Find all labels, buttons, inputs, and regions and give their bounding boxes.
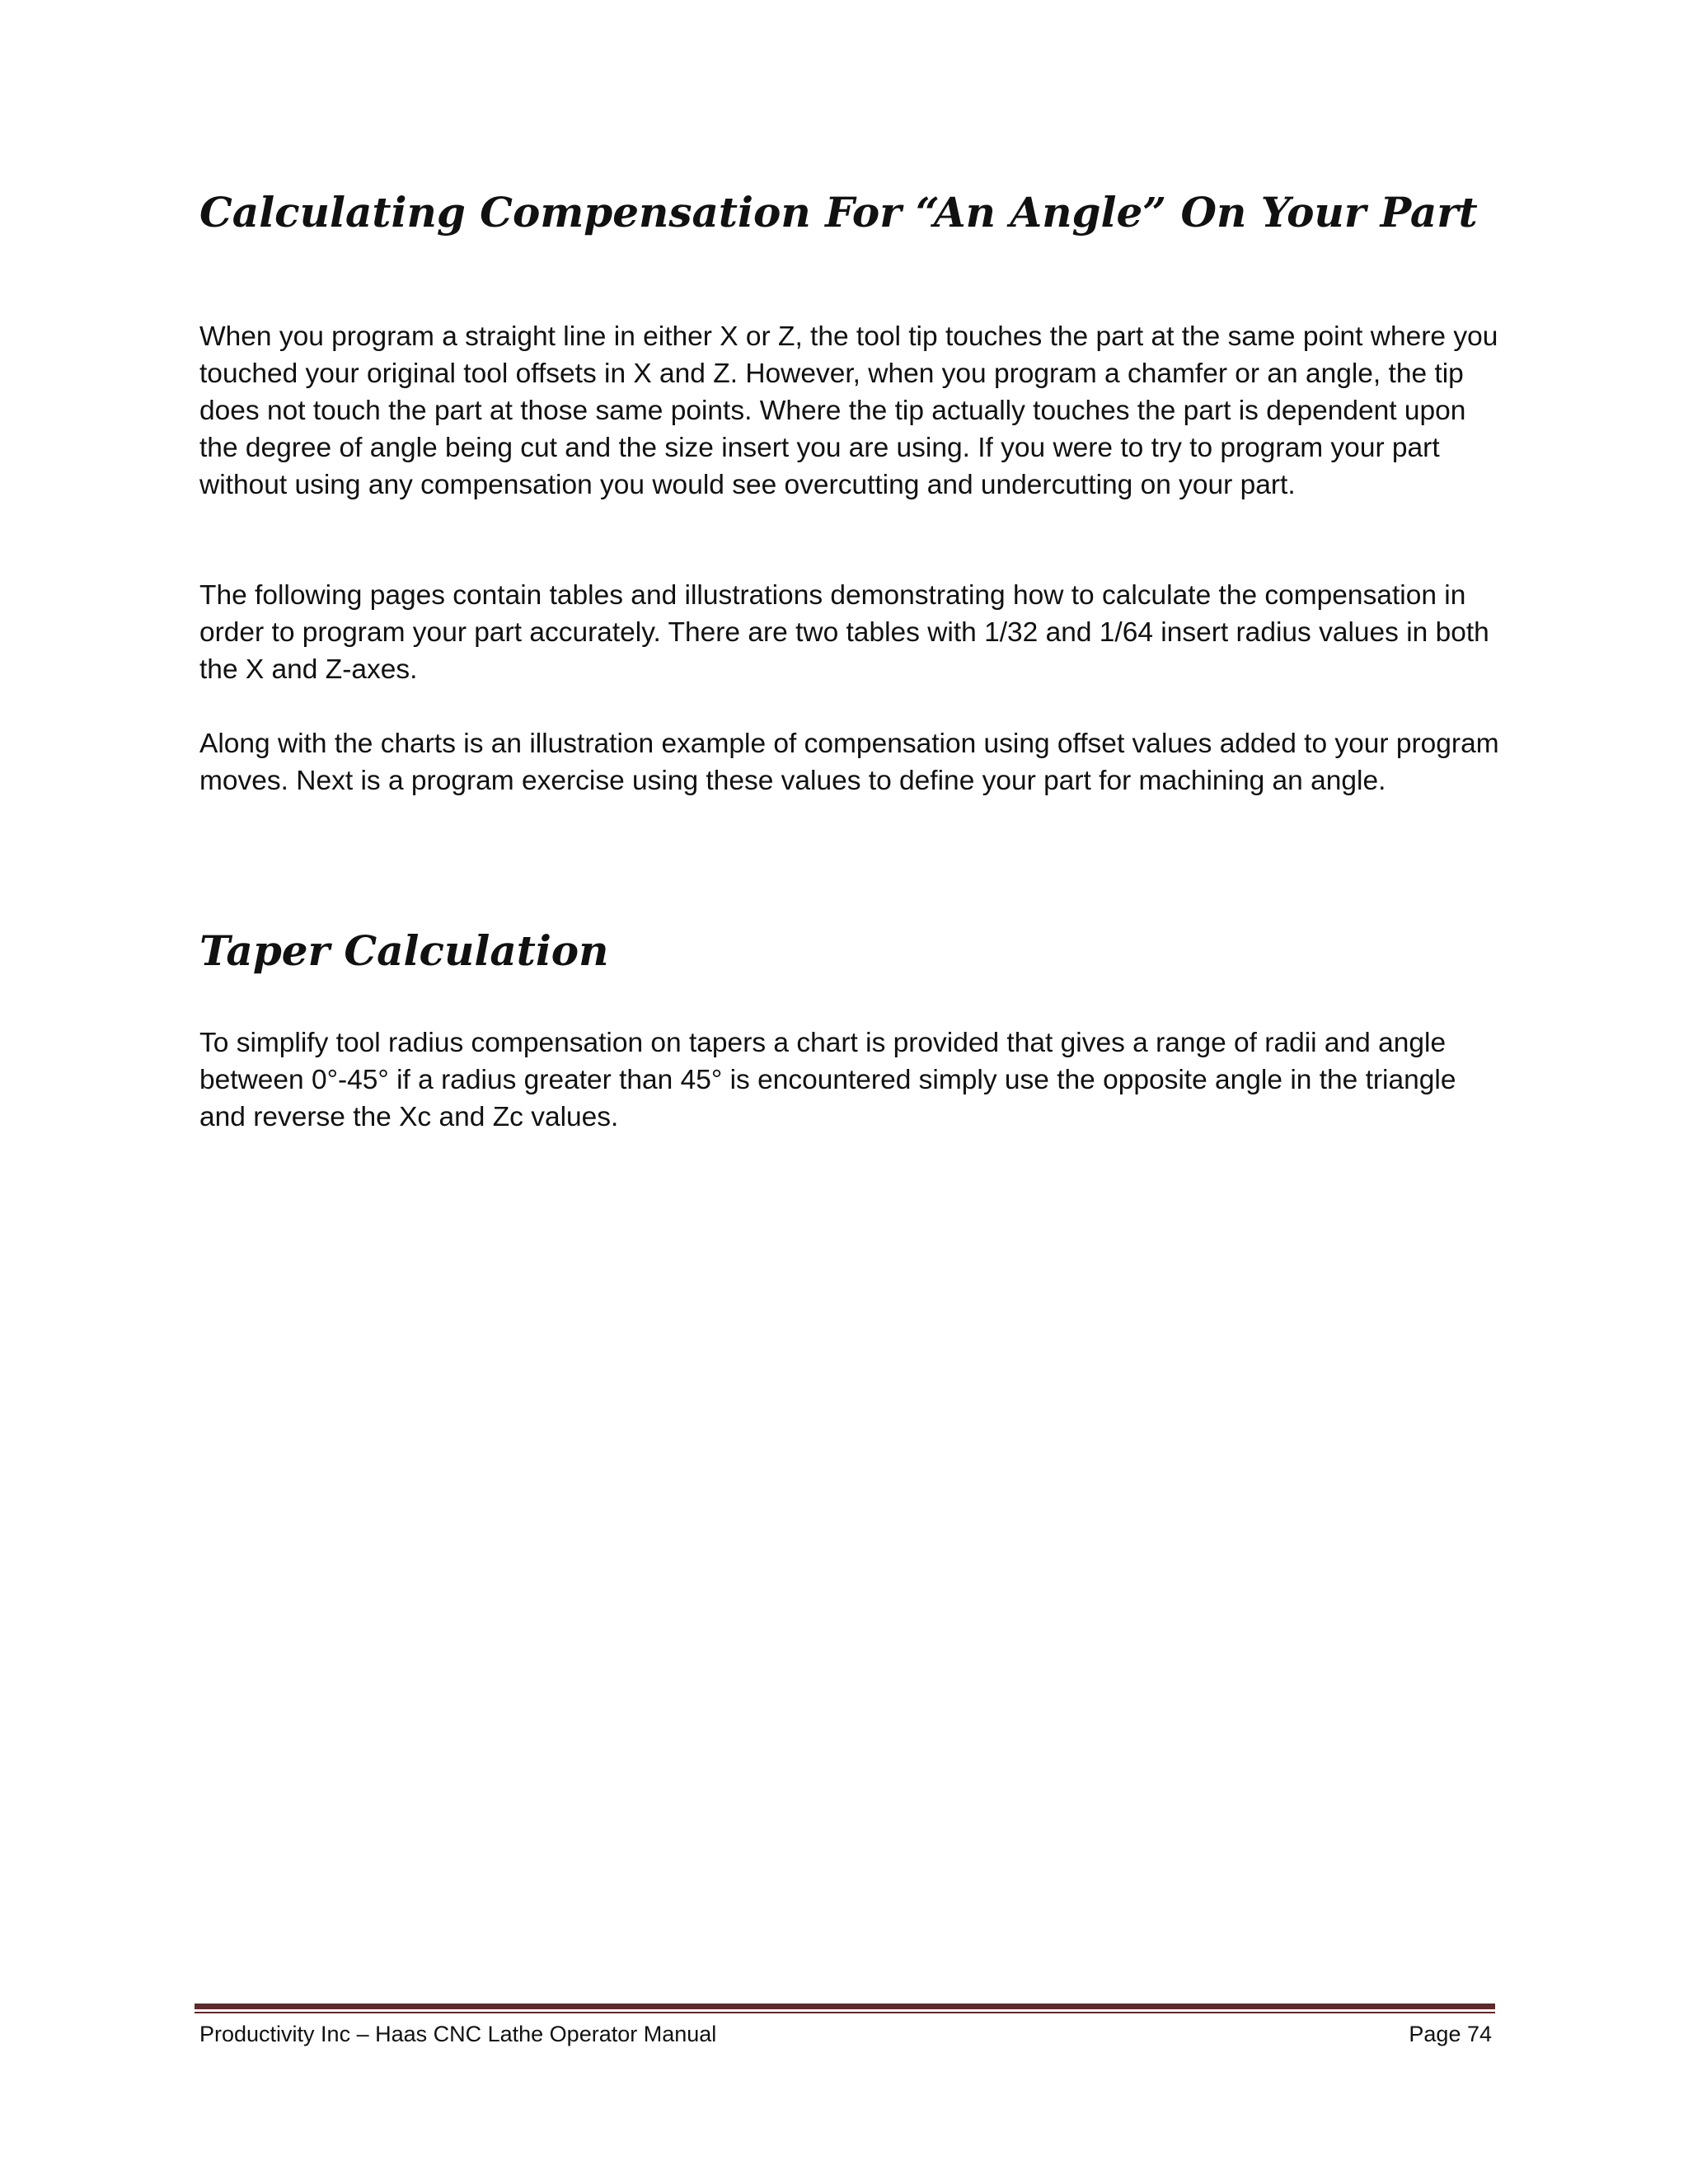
footer-rule-thin xyxy=(195,2012,1495,2013)
paragraph-illustration-example: Along with the charts is an illustration example of compensation using offset values added to your program moves. Next is a program exercise using these values to define your part for machining an angle. xyxy=(199,729,1499,796)
footer-manual-title: Productivity Inc – Haas CNC Lathe Operator Manual xyxy=(199,2022,717,2046)
paragraph-straight-line-compensation: When you program a straight line in either X or Z, the tool tip touches the part at the same point where you touched your original tool offsets in X and Z. However, when you program a chamfer or an angle, the tip does not touch the part at those same points. Where the tip actually touches the part is dependent upon the degree of angle being cut and the size insert you are using. If you were to try to program your part without using any compensation you would see overcutting and undercutting on your part. xyxy=(199,321,1498,500)
paragraph-taper-radius-compensation: To simplify tool radius compensation on tapers a chart is provided that gives a range of radii and angle between 0°-45° if a radius greater than 45° is encountered simply use the opposite angle in the triangle and reverse the Xc and Zc values. xyxy=(199,1028,1456,1132)
section-heading-angle-compensation: Calculating Compensation For “An Angle” On Your Part xyxy=(199,188,1478,237)
footer-page-number: Page 74 xyxy=(1409,2022,1492,2046)
footer-rule-thick xyxy=(195,2004,1495,2009)
paragraph-tables-description: The following pages contain tables and illustrations demonstrating how to calculate the compensation in order to program your part accurately. There are two tables with 1/32 and 1/64 insert radius values in both the X and Z-axes. xyxy=(199,580,1489,685)
section-heading-taper-calculation: Taper Calculation xyxy=(199,926,609,975)
